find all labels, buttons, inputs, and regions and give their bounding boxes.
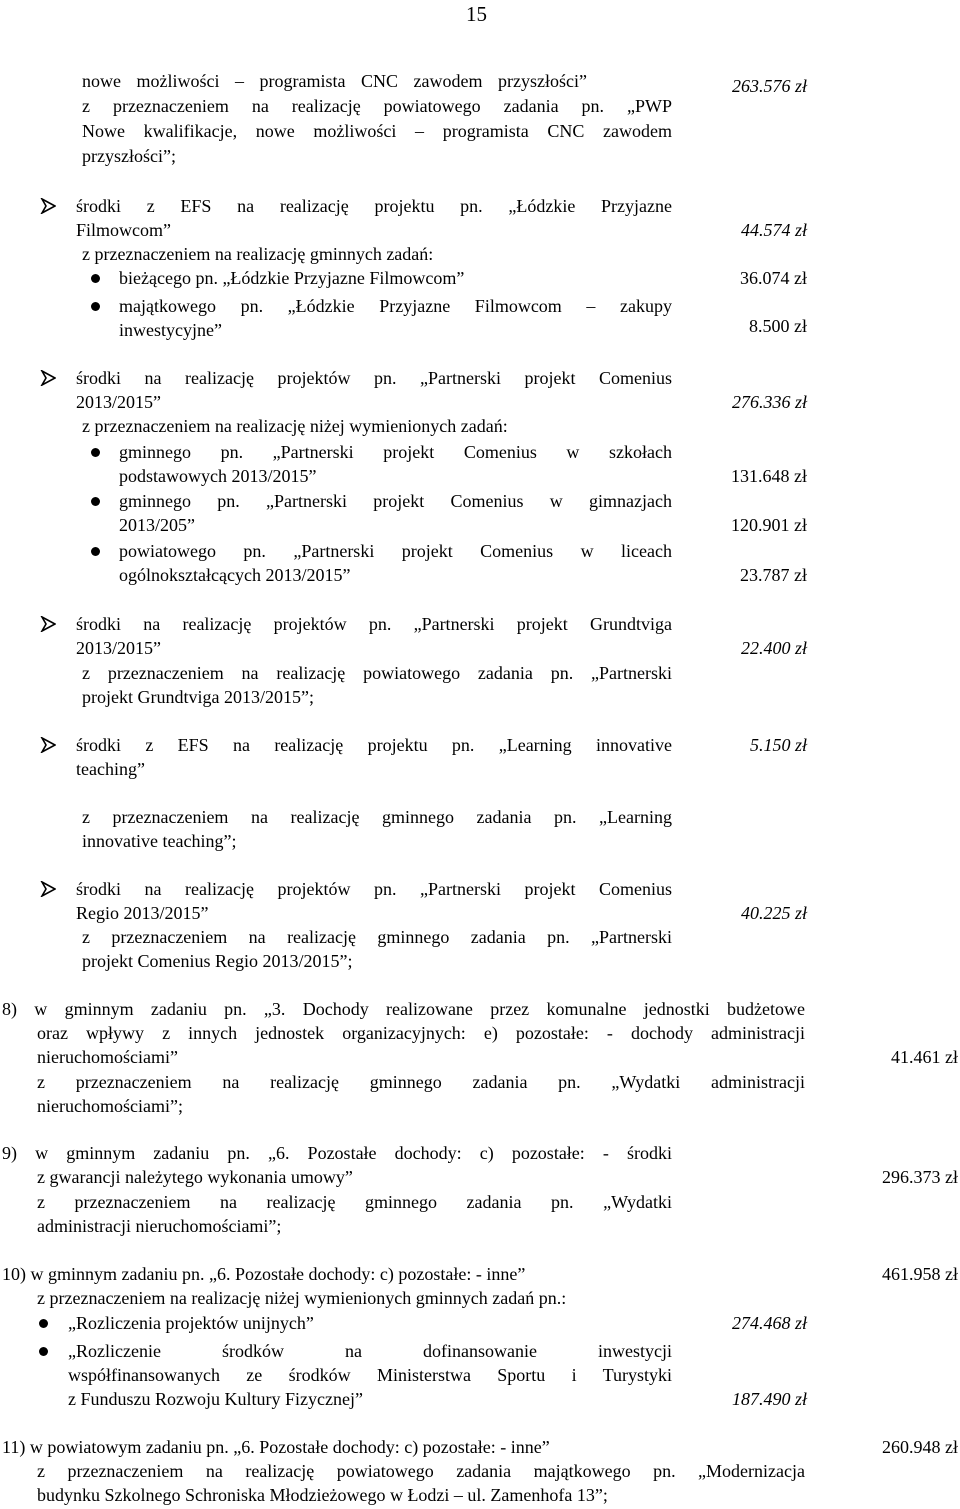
block2-bullet1-amount: 36.074 zł bbox=[740, 268, 807, 288]
item8-line3: nieruchomościami” bbox=[37, 1047, 178, 1067]
block3-bullet3-amount: 23.787 zł bbox=[740, 565, 807, 585]
item9-line4: administracji nieruchomościami”; bbox=[37, 1216, 282, 1236]
block4-line2: 2013/2015” bbox=[76, 638, 161, 658]
item10-amount: 461.958 zł bbox=[882, 1264, 958, 1284]
block4-line4: projekt Grundtviga 2013/2015”; bbox=[82, 687, 314, 707]
block6-line1: środki na realizację projektów pn. „Partnerski projekt Comenius bbox=[76, 879, 672, 899]
item8-line5: nieruchomościami”; bbox=[37, 1096, 183, 1116]
item11-amount: 260.948 zł bbox=[882, 1437, 958, 1457]
item11-line3: budynku Szkolnego Schroniska Młodzieżowego w Łodzi – ul. Zamenhofa 13”; bbox=[37, 1485, 608, 1505]
bullet-dot-icon bbox=[91, 547, 100, 556]
block2-line1: środki z EFS na realizację projektu pn. „Łódzkie Przyjazne bbox=[76, 196, 672, 216]
arrow-bullet-icon bbox=[40, 370, 56, 386]
block2-line2: Filmowcom” bbox=[76, 220, 171, 240]
block5-line2: teaching” bbox=[76, 759, 145, 779]
block3-amount: 276.336 zł bbox=[731, 392, 807, 412]
block1-line1: nowe możliwości – programista CNC zawodem przyszłości” bbox=[82, 71, 587, 91]
block1-line2: z przeznaczeniem na realizację powiatowego zadania pn. „PWP bbox=[82, 96, 672, 116]
item9-line2: z gwarancji należytego wykonania umowy” bbox=[37, 1167, 353, 1187]
item10-bullet2-line1: „Rozliczenie środków na dofinansowanie inwestycji bbox=[68, 1341, 672, 1361]
item8-amount: 41.461 zł bbox=[891, 1047, 958, 1067]
item10-bullet2-amount: 187.490 zł bbox=[731, 1389, 807, 1409]
block3-bullet2-line1: gminnego pn. „Partnerski projekt Comenius w gimnazjach bbox=[119, 491, 672, 511]
item9-line3: z przeznaczeniem na realizację gminnego zadania pn. „Wydatki bbox=[37, 1192, 672, 1212]
bullet-dot-icon bbox=[39, 1319, 48, 1328]
block1-line4: przyszłości”; bbox=[82, 146, 176, 166]
item10-bullet2-line2: współfinansowanych ze środków Ministerstwa Sportu i Turystyki bbox=[68, 1365, 672, 1385]
block3-line2: 2013/2015” bbox=[76, 392, 161, 412]
block2-bullet2-line1: majątkowego pn. „Łódzkie Przyjazne Filmowcom – zakupy bbox=[119, 296, 672, 316]
arrow-bullet-icon bbox=[40, 616, 56, 632]
block3-bullet1-line1: gminnego pn. „Partnerski projekt Comenius w szkołach bbox=[119, 442, 672, 462]
block6-line3: z przeznaczeniem na realizację gminnego zadania pn. „Partnerski bbox=[82, 927, 672, 947]
item9-line1: 9) w gminnym zadaniu pn. „6. Pozostałe dochody: c) pozostałe: - środki bbox=[2, 1143, 672, 1163]
item11-line1: 11) w powiatowym zadaniu pn. „6. Pozostałe dochody: c) pozostałe: - inne” bbox=[2, 1437, 550, 1457]
bullet-dot-icon bbox=[91, 302, 100, 311]
arrow-bullet-icon bbox=[40, 737, 56, 753]
block1-amount: 263.576 zł bbox=[731, 76, 807, 96]
item11-line2: z przeznaczeniem na realizację powiatowego zadania majątkowego pn. „Modernizacja bbox=[37, 1461, 805, 1481]
block5-line3: z przeznaczeniem na realizację gminnego zadania pn. „Learning bbox=[82, 807, 672, 827]
item8-line1: 8) w gminnym zadaniu pn. „3. Dochody realizowane przez komunalne jednostki budżetowe bbox=[2, 999, 805, 1019]
block3-line3: z przeznaczeniem na realizację niżej wymienionych zadań: bbox=[82, 416, 508, 436]
block2-amount: 44.574 zł bbox=[740, 220, 807, 240]
item8-line2: oraz wpływy z innych jednostek organizacyjnych: e) pozostałe: - dochody administracji bbox=[37, 1023, 805, 1043]
block3-line1: środki na realizację projektów pn. „Partnerski projekt Comenius bbox=[76, 368, 672, 388]
block2-line3: z przeznaczeniem na realizację gminnych zadań: bbox=[82, 244, 434, 264]
arrow-bullet-icon bbox=[40, 198, 56, 214]
block5-line4: innovative teaching”; bbox=[82, 831, 237, 851]
block5-line1: środki z EFS na realizację projektu pn. „Learning innovative bbox=[76, 735, 672, 755]
block3-bullet3-line2: ogólnokształcących 2013/2015” bbox=[119, 565, 351, 585]
block3-bullet1-amount: 131.648 zł bbox=[731, 466, 807, 486]
block3-bullet3-line1: powiatowego pn. „Partnerski projekt Comenius w liceach bbox=[119, 541, 672, 561]
bullet-dot-icon bbox=[39, 1347, 48, 1356]
item9-amount: 296.373 zł bbox=[882, 1167, 958, 1187]
block2-bullet2-line2: inwestycyjne” bbox=[119, 320, 222, 340]
block4-amount: 22.400 zł bbox=[740, 638, 807, 658]
block5-amount: 5.150 zł bbox=[749, 735, 807, 755]
item10-bullet2-line3: z Funduszu Rozwoju Kultury Fizycznej” bbox=[68, 1389, 363, 1409]
arrow-bullet-icon bbox=[40, 881, 56, 897]
block6-amount: 40.225 zł bbox=[740, 903, 807, 923]
block2-bullet2-amount: 8.500 zł bbox=[749, 316, 807, 336]
block4-line1: środki na realizację projektów pn. „Partnerski projekt Grundtviga bbox=[76, 614, 672, 634]
item10-line1: 10) w gminnym zadaniu pn. „6. Pozostałe dochody: c) pozostałe: - inne” bbox=[2, 1264, 526, 1284]
bullet-dot-icon bbox=[91, 448, 100, 457]
block3-bullet2-line2: 2013/205” bbox=[119, 515, 195, 535]
block3-bullet2-amount: 120.901 zł bbox=[731, 515, 807, 535]
bullet-dot-icon bbox=[91, 274, 100, 283]
item10-bullet1: „Rozliczenia projektów unijnych” bbox=[68, 1313, 314, 1333]
bullet-dot-icon bbox=[91, 497, 100, 506]
block2-bullet1: bieżącego pn. „Łódzkie Przyjazne Filmowcom” bbox=[119, 268, 465, 288]
block6-line4: projekt Comenius Regio 2013/2015”; bbox=[82, 951, 353, 971]
block4-line3: z przeznaczeniem na realizację powiatowego zadania pn. „Partnerski bbox=[82, 663, 672, 683]
block3-bullet1-line2: podstawowych 2013/2015” bbox=[119, 466, 317, 486]
item10-bullet1-amount: 274.468 zł bbox=[731, 1313, 807, 1333]
item8-line4: z przeznaczeniem na realizację gminnego zadania pn. „Wydatki administracji bbox=[37, 1072, 805, 1092]
block1-line3: Nowe kwalifikacje, nowe możliwości – programista CNC zawodem bbox=[82, 121, 672, 141]
block6-line2: Regio 2013/2015” bbox=[76, 903, 209, 923]
item10-line2: z przeznaczeniem na realizację niżej wymienionych gminnych zadań pn.: bbox=[37, 1288, 567, 1308]
page-number: 15 bbox=[466, 2, 487, 26]
